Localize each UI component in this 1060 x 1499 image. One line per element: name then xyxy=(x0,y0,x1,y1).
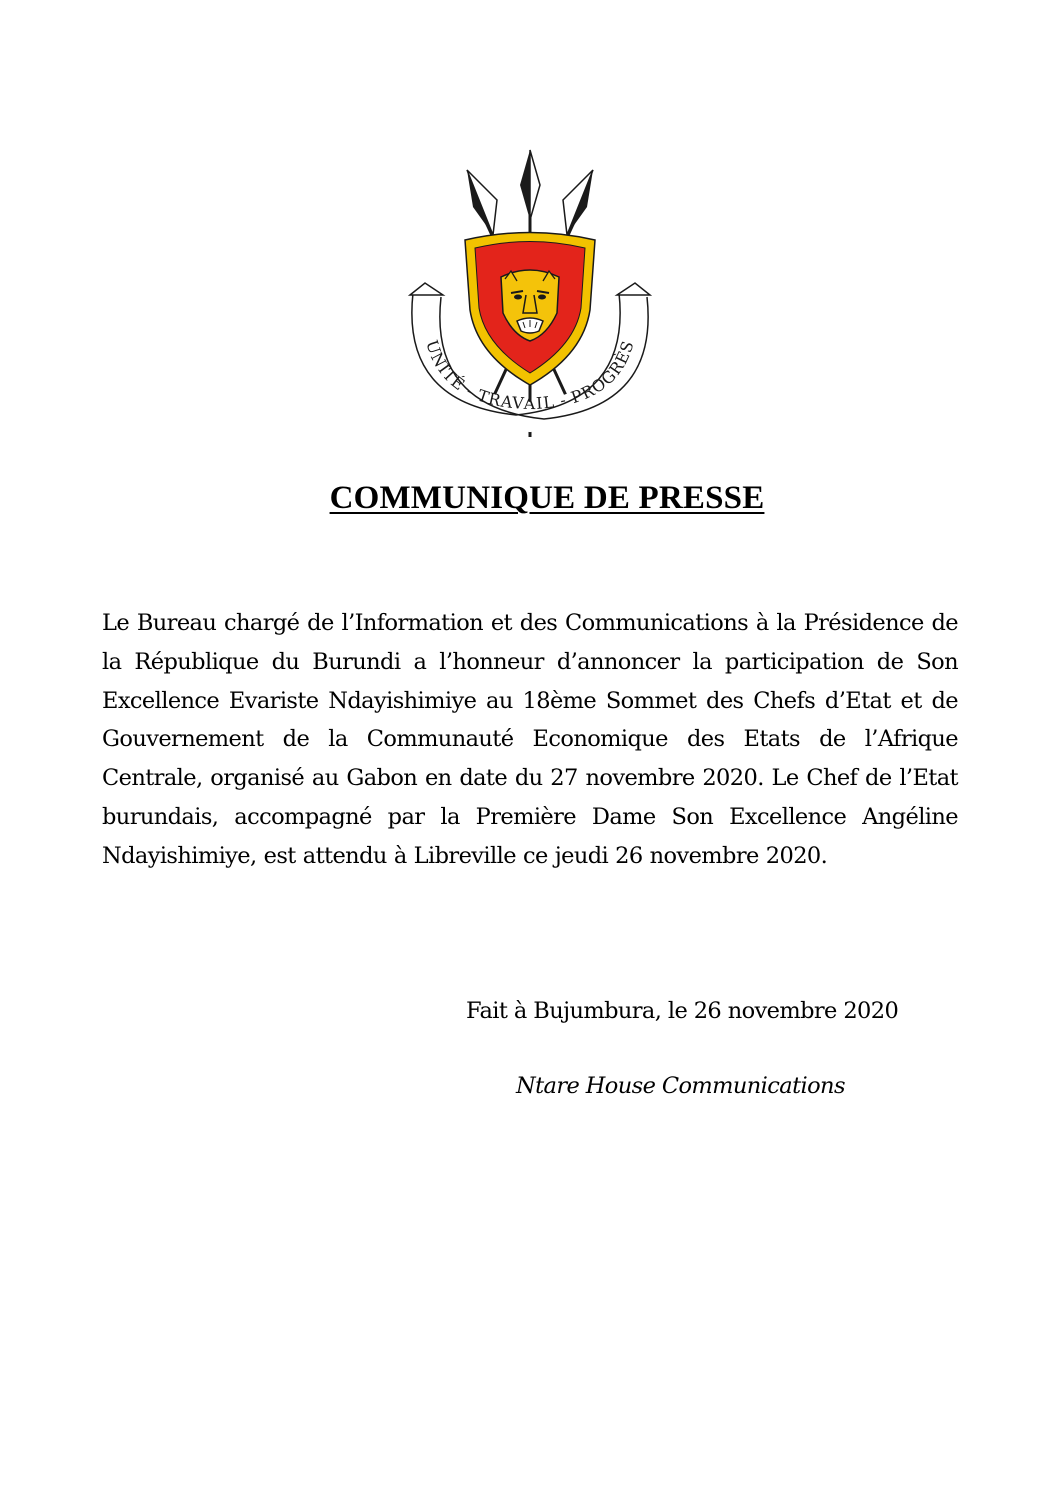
page-title: COMMUNIQUE DE PRESSE xyxy=(329,480,765,516)
signature: Ntare House Communications xyxy=(516,1073,845,1099)
place-and-date: Fait à Bujumbura, le 26 novembre 2020 xyxy=(466,998,899,1024)
coat-of-arms-emblem xyxy=(405,145,655,445)
press-release-body: Le Bureau chargé de l’Information et des Communications à la Présidence de la République du Burundi a l’honneur d’annoncer la participation de Son Excellence Evariste Ndayishimiye au 18ème Sommet des Chefs d’Etat et de Gouvernement de la Communauté Economique des Etats de l’Afrique Centrale, organisé au Gabon en date du 27 novembre 2020. Le Chef de l’Etat burundais, accompagné par la Première Dame Son Excellence Angéline Ndayishimiye, est attendu à Libreville ce jeudi 26 novembre 2020. xyxy=(102,610,958,869)
motto-text: UNITÉ - TRAVAIL - PROGRÈS xyxy=(422,337,638,414)
